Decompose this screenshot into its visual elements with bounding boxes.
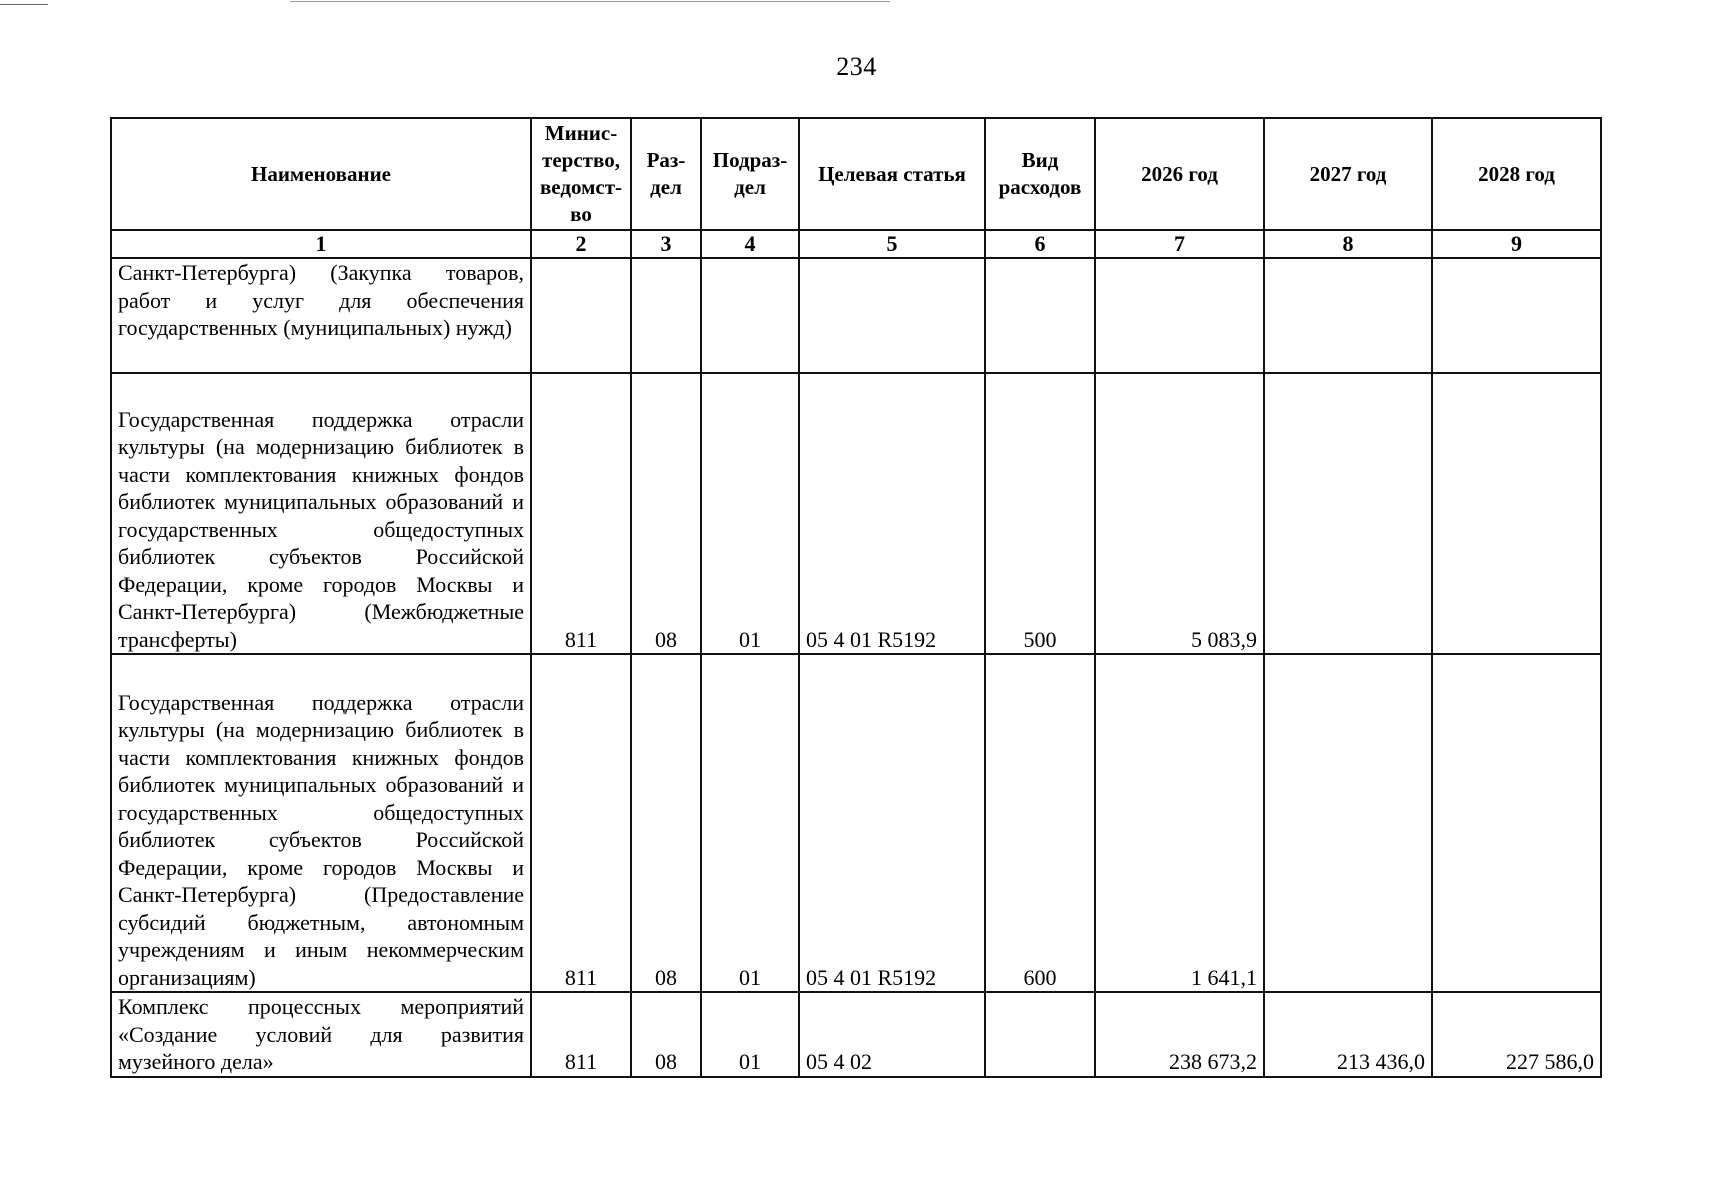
row-2028: 227 586,0 [1432,992,1601,1077]
row-ministry: 811 [531,992,631,1077]
col-header-expense-type: Вид расходов [985,118,1095,230]
row-ministry: 811 [531,373,631,654]
row-2026: 1 641,1 [1095,654,1264,992]
row-section: 08 [631,992,701,1077]
column-number: 1 [111,230,531,258]
col-header-ministry: Минис-терство, ведомст-во [531,118,631,230]
row-name: Санкт-Петербурга) (Закупка товаров, работ и услуг для обеспечения государственных (муниципальных) нужд) [111,258,531,373]
row-ministry [531,258,631,373]
table-row [111,654,1601,992]
row-2026: 238 673,2 [1095,992,1264,1077]
col-header-section: Раз-дел [631,118,701,230]
row-target [799,258,985,373]
column-number: 4 [701,230,799,258]
row-section: 08 [631,654,701,992]
row-subsection: 01 [701,373,799,654]
column-number: 3 [631,230,701,258]
row-section: 08 [631,373,701,654]
col-header-2026: 2026 год [1095,118,1264,230]
col-header-2027: 2027 год [1264,118,1432,230]
row-ministry: 811 [531,654,631,992]
row-2027: 213 436,0 [1264,992,1432,1077]
column-number: 2 [531,230,631,258]
col-header-subsection: Подраз-дел [701,118,799,230]
budget-table [110,117,1602,1078]
header-row [111,118,1601,230]
col-header-2028: 2028 год [1432,118,1601,230]
row-name: Государственная поддержка отрасли культуры (на модернизацию библиотек в части комплектования книжных фондов библиотек муниципальных образований и государственных общедоступных библиотек субъектов Российской Федерации, кроме городов Москвы и Санкт-Петербурга) (Межбюджетные трансферты) [111,373,531,654]
col-header-target: Целевая статья [799,118,985,230]
row-subsection: 01 [701,992,799,1077]
row-2027 [1264,654,1432,992]
row-target: 05 4 01 R5192 [799,373,985,654]
col-header-name: Наименование [111,118,531,230]
row-name: Комплекс процессных мероприятий «Создание условий для развития музейного дела» [111,992,531,1077]
row-2027 [1264,258,1432,373]
row-subsection [701,258,799,373]
row-expense-type [985,258,1095,373]
row-expense-type: 500 [985,373,1095,654]
scan-artifact-line [290,1,890,2]
row-2026: 5 083,9 [1095,373,1264,654]
table-row [111,258,1601,373]
table-row [111,373,1601,654]
row-2028 [1432,258,1601,373]
row-target: 05 4 01 R5192 [799,654,985,992]
column-number: 9 [1432,230,1601,258]
table-row [111,992,1601,1077]
row-target: 05 4 02 [799,992,985,1077]
column-number: 8 [1264,230,1432,258]
column-number: 6 [985,230,1095,258]
row-2026 [1095,258,1264,373]
row-name: Государственная поддержка отрасли культуры (на модернизацию библиотек в части комплектования книжных фондов библиотек муниципальных образований и государственных общедоступных библиотек субъектов Российской Федерации, кроме городов Москвы и Санкт-Петербурга) (Предоставление субсидий бюджетным, автономным учреждениям и иным некоммерческим организациям) [111,654,531,992]
row-section [631,258,701,373]
column-number: 7 [1095,230,1264,258]
column-number: 5 [799,230,985,258]
row-subsection: 01 [701,654,799,992]
page-number: 234 [836,52,877,81]
row-2027 [1264,373,1432,654]
scan-artifact-line [0,4,48,5]
row-expense-type: 600 [985,654,1095,992]
row-2028 [1432,373,1601,654]
row-expense-type [985,992,1095,1077]
row-2028 [1432,654,1601,992]
column-number-row [111,230,1601,258]
